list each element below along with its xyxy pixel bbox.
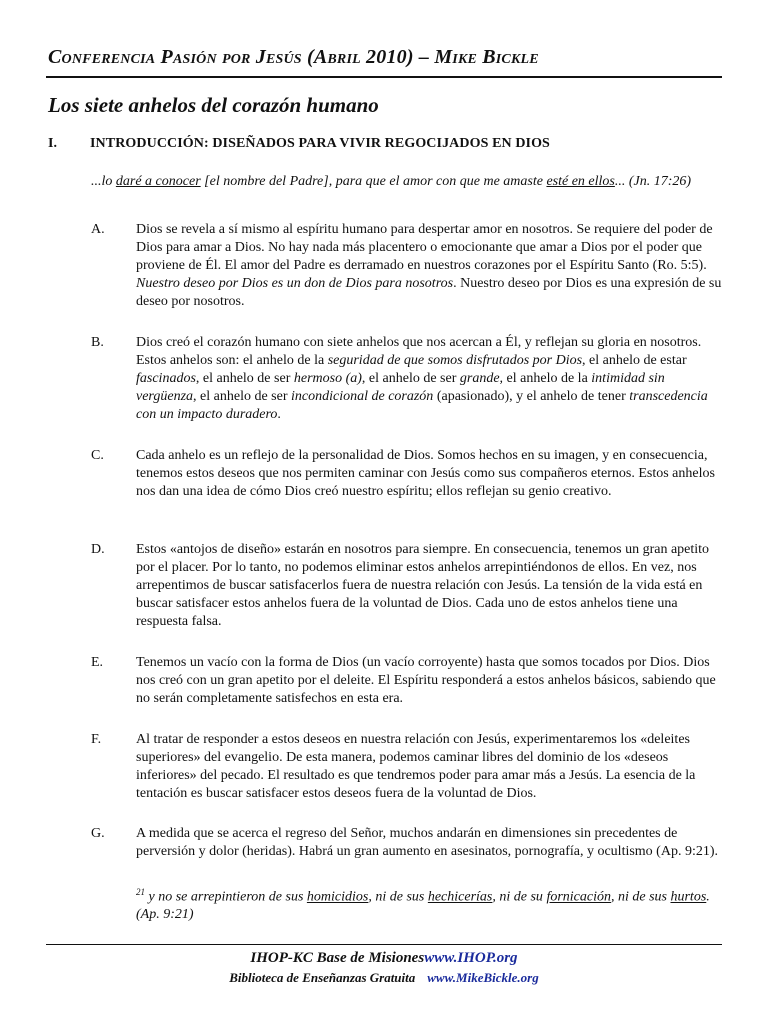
point-letter: D.	[91, 542, 105, 557]
header-divider	[46, 76, 722, 78]
section-title: INTRODUCCIÓN: DISEÑADOS PARA VIVIR REGOCIJADOS EN DIOS	[90, 136, 550, 151]
point-text: (apasionado), y el anhelo de tener	[433, 389, 630, 404]
point-e	[91, 654, 723, 708]
point-text: , el anhelo de ser	[195, 371, 294, 386]
ihop-link[interactable]: www.IHOP.org	[424, 950, 518, 966]
verse-underline: fornicación	[546, 889, 611, 905]
point-text: , el anhelo de estar	[582, 353, 687, 368]
verse-text: y no se arrepintieron de sus	[145, 889, 307, 905]
footer-line-1	[0, 950, 768, 967]
point-text: Dios se revela a sí mismo al espíritu humano para despertar amor en nosotros. Se requiere del poder de Dios para amar a Dios. No hay nada más placentero o emocionante que amar a Dios por el poder que proviene de Él. El amor del Padre es derramado en nuestros corazones por el Espíritu Santo (Ro. 5:5).	[136, 222, 713, 273]
point-text: el anhelo de la	[503, 371, 592, 386]
point-emphasis: Nuestro deseo por Dios es un don de Dios para nosotros	[136, 276, 454, 291]
point-letter: A.	[91, 222, 105, 237]
header-title: Conferencia Pasión por Jesús (Abril 2010) – Mike Bickle	[48, 46, 539, 68]
footer-divider	[46, 944, 722, 945]
verse-text: , ni de sus	[610, 889, 671, 905]
verse-quote	[136, 884, 723, 923]
point-body	[136, 334, 723, 424]
point-g	[91, 825, 723, 861]
verse-number: 21	[136, 887, 145, 897]
point-f	[91, 731, 723, 803]
footer-line-2	[0, 970, 768, 986]
point-text: .	[277, 407, 281, 422]
conference-header	[48, 46, 720, 69]
point-emphasis: hermoso (a)	[293, 371, 362, 386]
scripture-quote	[91, 173, 723, 190]
quote-text: ...lo	[91, 174, 116, 189]
point-body: Tenemos un vacío con la forma de Dios (un vacío corroyente) hasta que somos tocados por Dios. Dios nos creó con un gran apetito por el deleite. El Espíritu responderá a estos anhelos básicos, sabiendo que no serán completamente satisfechos en esta era.	[136, 655, 716, 706]
point-letter: B.	[91, 335, 104, 350]
point-a	[91, 221, 723, 311]
point-body: Estos «antojos de diseño» estarán en nosotros para siempre. En consecuencia, tenemos un gran apetito por el placer. Por lo tanto, no podemos eliminar estos anhelos arrepintiéndonos de ellos. En vez, nos arrepentimos de buscar satisfacerlos fuera de nuestra relación con Jesús. La tensión de la vida está en buscar satisfacer estos anhelos fuera de la voluntad de Dios. Cada uno de estos anhelos tiene una respuesta falsa.	[136, 542, 710, 629]
point-emphasis: transcedencia con un impacto duradero	[136, 389, 708, 422]
quote-reference: ... (Jn. 17:26)	[614, 174, 692, 189]
point-body: Cada anhelo es un reflejo de la personalidad de Dios. Somos hechos en su imagen, y en consecuencia, tenemos estos deseos que nos permiten caminar con Jesús como sus compañeros eternos. Estos anhelos nos dan una idea de cómo Dios creó nuestro espíritu; ellos reflejan su genio creativo.	[136, 448, 715, 499]
point-text: . Nuestro deseo por Dios es una expresión de su deseo por nosotros.	[136, 276, 722, 309]
point-text: Dios creó el corazón humano con siete anhelos que nos acercan a Él, y reflejan su gloria en nosotros. Estos anhelos son: el anhelo de la	[136, 335, 702, 368]
point-body: A medida que se acerca el regreso del Señor, muchos andarán en dimensiones sin precedentes de perversión y dolor (heridas). Habrá un gran aumento en asesinatos, pornografía, y ocultismo (Ap. 9:21).	[136, 826, 719, 859]
point-emphasis: seguridad de que somos disfrutados por Dios	[327, 353, 583, 368]
point-emphasis: grande,	[459, 371, 504, 386]
point-text: , el anhelo de ser	[193, 389, 291, 404]
section-number: I.	[48, 136, 58, 151]
verse-text: , ni de sus	[368, 889, 428, 905]
point-letter: F.	[91, 732, 102, 747]
quote-underline: daré a conocer	[115, 174, 201, 189]
document-title: Los siete anhelos del corazón humano	[48, 93, 379, 117]
verse-reference: . (Ap. 9:21)	[136, 889, 710, 922]
point-body	[136, 221, 723, 311]
mikebickle-link[interactable]: www.MikeBickle.org	[427, 970, 539, 985]
point-body: Al tratar de responder a estos deseos en nuestra relación con Jesús, experimentaremos los «deleites superiores» del evangelio. De esta manera, podemos caminar libres del dominio de los «deseos inferiores» del pecado. El resultado es que tendremos poder para amar más a Jesús. La esencia de la tentación es buscar satisfacer estos deseos fuera de la voluntad de Dios.	[136, 732, 696, 801]
point-c	[91, 447, 723, 501]
point-emphasis: fascinados	[136, 371, 196, 386]
point-letter: G.	[91, 826, 105, 841]
verse-text: , ni de su	[492, 889, 547, 905]
point-emphasis: incondicional de corazón	[291, 389, 434, 404]
point-letter: E.	[91, 655, 104, 670]
point-emphasis: intimidad sin vergüenza	[136, 371, 665, 404]
point-letter: C.	[91, 448, 104, 463]
quote-underline: esté en ellos	[546, 174, 615, 189]
point-text: , el anhelo de ser	[361, 371, 460, 386]
verse-underline: hurtos	[670, 889, 707, 905]
quote-text: [el nombre del Padre], para que el amor con que me amaste	[200, 174, 547, 189]
verse-underline: hechicerías	[427, 889, 493, 905]
footer-org: IHOP-KC Base de Misiones	[250, 950, 425, 966]
footer-library: Biblioteca de Enseñanzas Gratuita	[229, 970, 416, 985]
point-d	[91, 541, 723, 631]
point-b	[91, 334, 723, 424]
verse-underline: homicidios	[306, 889, 369, 905]
